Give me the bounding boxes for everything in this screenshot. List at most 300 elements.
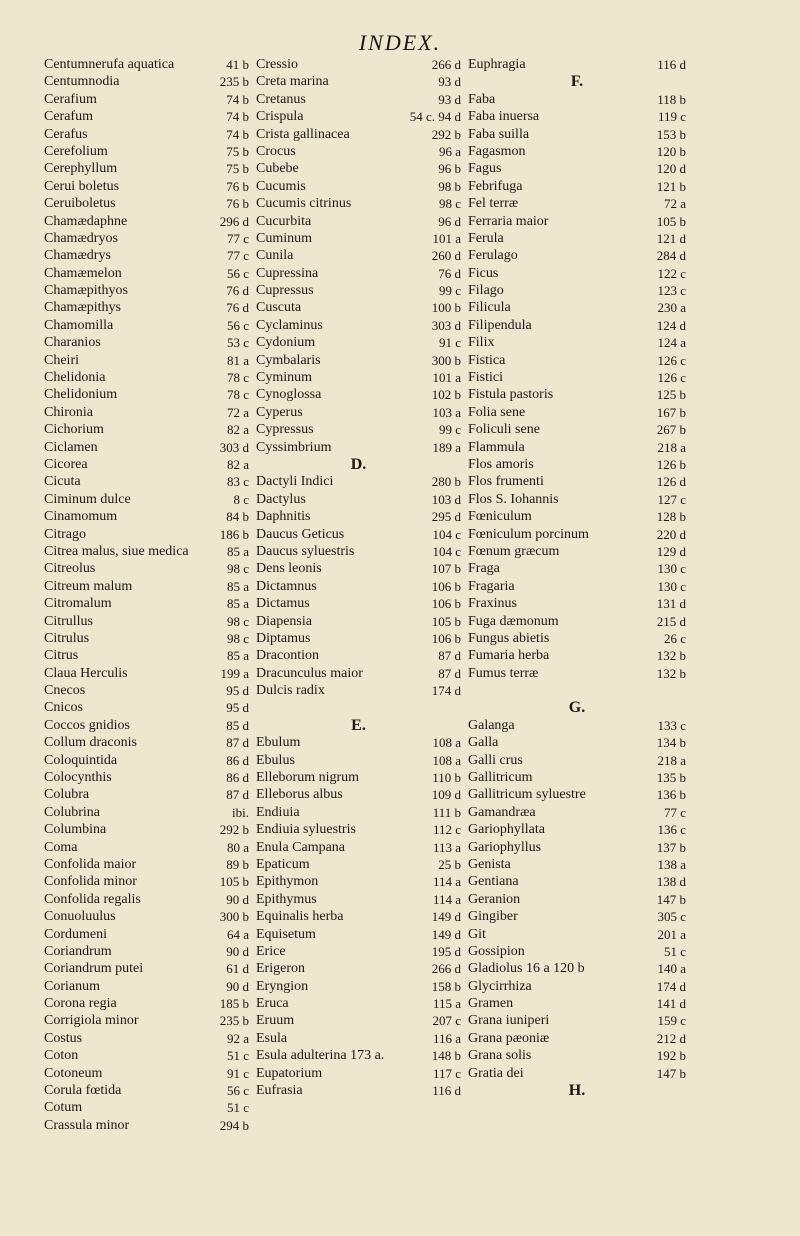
index-entry bbox=[256, 543, 461, 560]
entry-reference: 76 b bbox=[226, 178, 249, 194]
entry-reference: 78 c bbox=[226, 387, 249, 403]
index-entry bbox=[256, 299, 461, 316]
entry-reference: 137 b bbox=[656, 839, 686, 855]
entry-reference: 104 c bbox=[432, 526, 461, 542]
index-entry bbox=[256, 613, 461, 630]
entry-reference: 110 b bbox=[432, 770, 461, 786]
entry-reference: 300 b bbox=[219, 909, 249, 925]
entry-name: Ferulago bbox=[468, 248, 518, 264]
entry-reference: 91 c bbox=[226, 1065, 249, 1081]
entry-reference: 72 a bbox=[226, 404, 249, 420]
entry-name: Cyssimbrium bbox=[256, 439, 332, 455]
entry-name: Cerafium bbox=[44, 91, 97, 107]
entry-name: Citrus bbox=[44, 648, 79, 664]
index-column-1 bbox=[44, 56, 249, 1134]
entry-reference: 76 d bbox=[438, 265, 461, 281]
entry-name: Gladiolus 16 a 120 b bbox=[468, 961, 585, 977]
index-entry bbox=[44, 73, 249, 90]
entry-reference: 108 a bbox=[432, 752, 461, 768]
entry-name: Coriandrum putei bbox=[44, 961, 144, 977]
index-entry bbox=[256, 595, 461, 612]
index-entry bbox=[468, 613, 686, 630]
entry-name: Folia sene bbox=[468, 404, 526, 420]
entry-reference: 115 a bbox=[432, 996, 461, 1012]
entry-reference: 86 d bbox=[226, 770, 249, 786]
entry-name: Cerephyllum bbox=[44, 161, 118, 177]
index-entry bbox=[256, 682, 461, 699]
index-entry bbox=[468, 439, 686, 456]
index-entry bbox=[44, 699, 249, 716]
entry-reference: 100 b bbox=[431, 300, 461, 316]
entry-name: Charanios bbox=[44, 335, 101, 351]
entry-reference: 215 d bbox=[656, 613, 686, 629]
entry-reference: 107 b bbox=[431, 561, 461, 577]
entry-name: Crassula minor bbox=[44, 1117, 130, 1133]
entry-reference: 121 d bbox=[656, 230, 686, 246]
index-entry bbox=[468, 247, 686, 264]
entry-name: Cucumis bbox=[256, 178, 306, 194]
entry-name: Coriandrum bbox=[44, 943, 112, 959]
entry-reference: 98 c bbox=[226, 630, 249, 646]
index-entry bbox=[256, 856, 461, 873]
entry-reference: 189 a bbox=[432, 439, 461, 455]
entry-reference: 101 a bbox=[432, 370, 461, 386]
entry-name: Corona regia bbox=[44, 996, 117, 1012]
entry-reference: 77 c bbox=[663, 804, 686, 820]
entry-name: Dactyli Indici bbox=[256, 474, 334, 490]
entry-reference: 91 c bbox=[438, 335, 461, 351]
entry-reference: 76 d bbox=[226, 283, 249, 299]
entry-name: Dracontion bbox=[256, 648, 319, 664]
entry-name: Ebulus bbox=[256, 752, 295, 768]
entry-reference: 103 a bbox=[432, 404, 461, 420]
entry-reference: 186 b bbox=[219, 526, 249, 542]
entry-reference: 25 b bbox=[438, 856, 461, 872]
entry-reference: 99 c bbox=[438, 283, 461, 299]
index-entry bbox=[256, 421, 461, 438]
index-entry bbox=[468, 665, 686, 682]
entry-reference: 218 a bbox=[657, 752, 686, 768]
entry-reference: 132 b bbox=[656, 648, 686, 664]
entry-reference: 235 b bbox=[219, 74, 249, 90]
entry-reference: 138 a bbox=[657, 856, 686, 872]
entry-reference: 296 d bbox=[219, 213, 249, 229]
entry-name: Ferraria maior bbox=[468, 213, 549, 229]
index-entry bbox=[256, 473, 461, 490]
entry-reference: 75 b bbox=[226, 161, 249, 177]
entry-name: Cerafus bbox=[44, 126, 88, 142]
entry-reference: 126 c bbox=[657, 352, 686, 368]
entry-name: Coccos gnidios bbox=[44, 717, 130, 733]
index-entry bbox=[44, 891, 249, 908]
entry-reference: 149 d bbox=[431, 909, 461, 925]
index-entry bbox=[256, 334, 461, 351]
entry-name: Cotoneum bbox=[44, 1065, 103, 1081]
index-entry bbox=[44, 352, 249, 369]
entry-reference: 195 d bbox=[431, 943, 461, 959]
entry-name: Fuga dæmonum bbox=[468, 613, 559, 629]
index-entry bbox=[44, 195, 249, 212]
entry-reference: 103 d bbox=[431, 491, 461, 507]
entry-reference: 266 d bbox=[431, 961, 461, 977]
entry-name: Citrea malus, siue medica bbox=[44, 543, 189, 559]
index-entry bbox=[44, 873, 249, 890]
index-entry bbox=[44, 1065, 249, 1082]
entry-reference: 86 d bbox=[226, 752, 249, 768]
index-entry bbox=[468, 282, 686, 299]
entry-name: Elleborus albus bbox=[256, 787, 343, 803]
entry-name: Grana pæoniæ bbox=[468, 1030, 550, 1046]
section-heading bbox=[468, 699, 686, 716]
entry-name: Epaticum bbox=[256, 856, 310, 872]
entry-name: Flos S. Iohannis bbox=[468, 491, 559, 507]
entry-reference: 61 d bbox=[226, 961, 249, 977]
index-entry bbox=[44, 682, 249, 699]
entry-name: Esula bbox=[256, 1030, 288, 1046]
entry-name: Cinamomum bbox=[44, 509, 118, 525]
entry-reference: 167 b bbox=[656, 404, 686, 420]
index-entry bbox=[44, 230, 249, 247]
entry-name: Genista bbox=[468, 856, 511, 872]
entry-name: Dracunculus maior bbox=[256, 665, 363, 681]
entry-reference: 140 a bbox=[657, 961, 686, 977]
entry-name: Galanga bbox=[468, 717, 515, 733]
entry-name: Fragaria bbox=[468, 578, 515, 594]
entry-reference: 260 d bbox=[431, 248, 461, 264]
index-entry bbox=[44, 630, 249, 647]
entry-name: Fœniculum bbox=[468, 509, 532, 525]
entry-name: Cuscuta bbox=[256, 300, 302, 316]
index-entry bbox=[44, 421, 249, 438]
index-entry bbox=[256, 1012, 461, 1029]
index-entry bbox=[256, 247, 461, 264]
index-column-2 bbox=[256, 56, 461, 1099]
index-entry bbox=[468, 369, 686, 386]
entry-name: Ebulum bbox=[256, 735, 301, 751]
entry-reference: 124 d bbox=[656, 317, 686, 333]
entry-reference: 303 d bbox=[219, 439, 249, 455]
entry-name: Crispula bbox=[256, 109, 304, 125]
index-entry bbox=[44, 821, 249, 838]
entry-name: Cucurbita bbox=[256, 213, 312, 229]
entry-reference: 95 d bbox=[226, 700, 249, 716]
entry-name: Citreolus bbox=[44, 561, 96, 577]
index-entry bbox=[468, 473, 686, 490]
entry-reference: 116 d bbox=[432, 1083, 461, 1099]
entry-reference: 220 d bbox=[656, 526, 686, 542]
index-entry bbox=[256, 108, 461, 125]
entry-reference: 98 c bbox=[438, 196, 461, 212]
index-entry bbox=[468, 230, 686, 247]
entry-reference: 284 d bbox=[656, 248, 686, 264]
entry-reference: 235 b bbox=[219, 1013, 249, 1029]
entry-reference: 98 b bbox=[438, 178, 461, 194]
index-entry bbox=[44, 1047, 249, 1064]
entry-reference: 135 b bbox=[656, 770, 686, 786]
entry-reference: 51 c bbox=[226, 1100, 249, 1116]
index-entry bbox=[468, 334, 686, 351]
entry-reference: 126 c bbox=[657, 370, 686, 386]
entry-name: Eupatorium bbox=[256, 1065, 323, 1081]
entry-reference: 199 a bbox=[220, 665, 249, 681]
index-entry bbox=[44, 613, 249, 630]
index-entry bbox=[468, 491, 686, 508]
entry-name: Erigeron bbox=[256, 961, 305, 977]
entry-name: Cressio bbox=[256, 57, 298, 72]
entry-name: Cubebe bbox=[256, 161, 299, 177]
entry-name: Fraga bbox=[468, 561, 500, 577]
index-entry bbox=[256, 978, 461, 995]
entry-reference: 56 c bbox=[226, 1083, 249, 1099]
entry-name: Colubra bbox=[44, 787, 90, 803]
entry-reference: 85 d bbox=[226, 717, 249, 733]
index-entry bbox=[44, 508, 249, 525]
entry-reference: 114 a bbox=[432, 891, 461, 907]
entry-name: Epithymon bbox=[256, 874, 319, 890]
entry-reference: 141 d bbox=[656, 996, 686, 1012]
entry-name: Gallitricum bbox=[468, 770, 533, 786]
entry-name: Cyminum bbox=[256, 370, 313, 386]
index-entry bbox=[256, 526, 461, 543]
index-entry bbox=[256, 282, 461, 299]
entry-name: Ceruiboletus bbox=[44, 196, 116, 212]
entry-name: Gingiber bbox=[468, 909, 518, 925]
entry-name: Chamomilla bbox=[44, 317, 114, 333]
entry-reference: 292 b bbox=[431, 126, 461, 142]
index-entry bbox=[256, 195, 461, 212]
index-entry bbox=[256, 630, 461, 647]
entry-name: Cerui boletus bbox=[44, 178, 120, 194]
index-entry bbox=[256, 873, 461, 890]
entry-name: Daucus syluestris bbox=[256, 543, 355, 559]
entry-reference: 89 b bbox=[226, 856, 249, 872]
entry-reference: 105 b bbox=[219, 874, 249, 890]
entry-reference: 76 d bbox=[226, 300, 249, 316]
entry-reference: 113 a bbox=[432, 839, 461, 855]
index-entry bbox=[44, 213, 249, 230]
index-entry bbox=[44, 265, 249, 282]
index-entry bbox=[256, 369, 461, 386]
entry-name: Enula Campana bbox=[256, 839, 346, 855]
entry-name: Crocus bbox=[256, 143, 296, 159]
entry-name: Cnecos bbox=[44, 683, 86, 699]
index-entry bbox=[468, 995, 686, 1012]
index-column-3 bbox=[468, 56, 686, 1099]
entry-name: Eufrasia bbox=[256, 1083, 303, 1099]
entry-reference: 185 b bbox=[219, 996, 249, 1012]
entry-name: Gramen bbox=[468, 996, 514, 1012]
index-entry bbox=[256, 178, 461, 195]
entry-reference: 116 a bbox=[432, 1030, 461, 1046]
entry-reference: 56 c bbox=[226, 265, 249, 281]
index-entry bbox=[44, 665, 249, 682]
entry-reference: 174 d bbox=[431, 683, 461, 699]
entry-name: Chamæpithyos bbox=[44, 283, 129, 299]
entry-reference: 106 b bbox=[431, 596, 461, 612]
entry-name: Equinalis herba bbox=[256, 909, 344, 925]
index-entry bbox=[468, 717, 686, 734]
entry-name: Eryngion bbox=[256, 978, 309, 994]
index-entry bbox=[256, 1082, 461, 1099]
index-entry bbox=[44, 491, 249, 508]
entry-name: Fumaria herba bbox=[468, 648, 550, 664]
entry-name: Gallitricum syluestre bbox=[468, 787, 586, 803]
entry-reference: 126 d bbox=[656, 474, 686, 490]
entry-name: Confolida regalis bbox=[44, 891, 141, 907]
entry-reference: 90 d bbox=[226, 978, 249, 994]
entry-name: Fungus abietis bbox=[468, 630, 550, 646]
entry-reference: 98 c bbox=[226, 561, 249, 577]
entry-reference: 118 b bbox=[657, 91, 686, 107]
entry-reference: 108 a bbox=[432, 735, 461, 751]
entry-name: Chironia bbox=[44, 404, 93, 420]
index-entry bbox=[256, 943, 461, 960]
entry-name: Cupressina bbox=[256, 265, 319, 281]
entry-reference: 207 c bbox=[432, 1013, 461, 1029]
entry-name: Confolida minor bbox=[44, 874, 137, 890]
entry-name: Elleborum nigrum bbox=[256, 770, 360, 786]
entry-reference: 72 a bbox=[663, 196, 686, 212]
entry-name: Daphnitis bbox=[256, 509, 311, 525]
section-heading bbox=[468, 682, 686, 699]
entry-name: Cheiri bbox=[44, 352, 79, 368]
entry-reference: 96 d bbox=[438, 213, 461, 229]
entry-reference: 192 b bbox=[656, 1048, 686, 1064]
entry-reference: 99 c bbox=[438, 422, 461, 438]
entry-reference: 267 b bbox=[656, 422, 686, 438]
entry-reference: 74 b bbox=[226, 109, 249, 125]
entry-reference: 85 a bbox=[226, 543, 249, 559]
index-entry bbox=[468, 421, 686, 438]
entry-reference: 133 c bbox=[657, 717, 686, 733]
entry-name: Flammula bbox=[468, 439, 525, 455]
section-heading bbox=[256, 717, 461, 734]
index-entry bbox=[468, 804, 686, 821]
index-entry bbox=[44, 1099, 249, 1116]
entry-reference: 82 a bbox=[226, 422, 249, 438]
index-entry bbox=[468, 108, 686, 125]
entry-reference: 53 c bbox=[226, 335, 249, 351]
entry-reference: 75 b bbox=[226, 143, 249, 159]
index-entry bbox=[468, 960, 686, 977]
entry-name: Costus bbox=[44, 1030, 83, 1046]
index-entry bbox=[256, 995, 461, 1012]
index-entry bbox=[468, 630, 686, 647]
entry-name: Cucumis citrinus bbox=[256, 196, 352, 212]
entry-name: Cicorea bbox=[44, 456, 88, 472]
entry-name: Coma bbox=[44, 839, 78, 855]
index-entry bbox=[468, 352, 686, 369]
section-heading bbox=[256, 699, 461, 716]
entry-reference: 305 c bbox=[657, 909, 686, 925]
index-entry bbox=[256, 160, 461, 177]
entry-name: Eruca bbox=[256, 996, 289, 1012]
index-entry bbox=[44, 369, 249, 386]
index-entry bbox=[468, 578, 686, 595]
index-entry bbox=[256, 230, 461, 247]
entry-reference: 266 d bbox=[431, 57, 461, 72]
index-entry bbox=[468, 560, 686, 577]
index-entry bbox=[44, 578, 249, 595]
entry-name: Claua Herculis bbox=[44, 665, 128, 681]
entry-reference: 56 c bbox=[226, 317, 249, 333]
entry-reference: 153 b bbox=[656, 126, 686, 142]
entry-name: Glycirrhiza bbox=[468, 978, 532, 994]
entry-reference: 218 a bbox=[657, 439, 686, 455]
entry-reference: 128 b bbox=[656, 509, 686, 525]
entry-name: Chamædryos bbox=[44, 230, 118, 246]
index-entry bbox=[256, 91, 461, 108]
index-entry bbox=[468, 891, 686, 908]
index-entry bbox=[44, 126, 249, 143]
index-entry bbox=[256, 439, 461, 456]
entry-reference: 120 d bbox=[656, 161, 686, 177]
entry-name: Gariophyllus bbox=[468, 839, 542, 855]
entry-name: Collum draconis bbox=[44, 735, 137, 751]
entry-name: Chamæmelon bbox=[44, 265, 122, 281]
index-entry bbox=[468, 821, 686, 838]
entry-name: Foliculi sene bbox=[468, 422, 540, 438]
index-entry bbox=[468, 543, 686, 560]
entry-reference: 76 b bbox=[226, 196, 249, 212]
section-letter: E. bbox=[351, 716, 366, 734]
entry-reference: 93 d bbox=[438, 91, 461, 107]
entry-name: Faba inuersa bbox=[468, 109, 540, 125]
entry-name: Fraxinus bbox=[468, 596, 517, 612]
index-entry bbox=[256, 56, 461, 73]
entry-reference: 295 d bbox=[431, 509, 461, 525]
entry-reference: 174 d bbox=[656, 978, 686, 994]
index-entry bbox=[44, 734, 249, 751]
index-entry bbox=[44, 839, 249, 856]
entry-name: Chamæpithys bbox=[44, 300, 122, 316]
entry-name: Cymbalaris bbox=[256, 352, 321, 368]
entry-reference: 87 d bbox=[438, 665, 461, 681]
entry-reference: 82 a bbox=[226, 456, 249, 472]
entry-reference: 105 b bbox=[431, 613, 461, 629]
entry-name: Cordumeni bbox=[44, 926, 107, 942]
entry-reference: 109 d bbox=[431, 787, 461, 803]
section-heading bbox=[468, 73, 686, 90]
entry-name: Citrago bbox=[44, 526, 86, 542]
entry-name: Faba bbox=[468, 91, 496, 107]
index-entry bbox=[44, 908, 249, 925]
entry-name: Chelidonia bbox=[44, 370, 106, 386]
index-entry bbox=[44, 1082, 249, 1099]
entry-reference: 78 c bbox=[226, 370, 249, 386]
index-entry bbox=[468, 265, 686, 282]
entry-name: Fumus terræ bbox=[468, 665, 539, 681]
index-entry bbox=[44, 786, 249, 803]
index-entry bbox=[468, 213, 686, 230]
entry-name: Fœnum græcum bbox=[468, 543, 560, 559]
index-entry bbox=[468, 769, 686, 786]
index-entry bbox=[468, 856, 686, 873]
entry-name: Gentiana bbox=[468, 874, 519, 890]
index-entry bbox=[468, 386, 686, 403]
entry-reference: 201 a bbox=[657, 926, 686, 942]
entry-reference: 106 b bbox=[431, 630, 461, 646]
entry-reference: 105 b bbox=[656, 213, 686, 229]
index-entry bbox=[468, 943, 686, 960]
entry-name: Corula fœtida bbox=[44, 1083, 122, 1099]
index-entry bbox=[44, 56, 249, 73]
index-entry bbox=[44, 543, 249, 560]
index-entry bbox=[256, 491, 461, 508]
entry-reference: 93 d bbox=[438, 74, 461, 90]
entry-name: Diptamus bbox=[256, 630, 311, 646]
entry-reference: ibi. bbox=[232, 804, 249, 820]
